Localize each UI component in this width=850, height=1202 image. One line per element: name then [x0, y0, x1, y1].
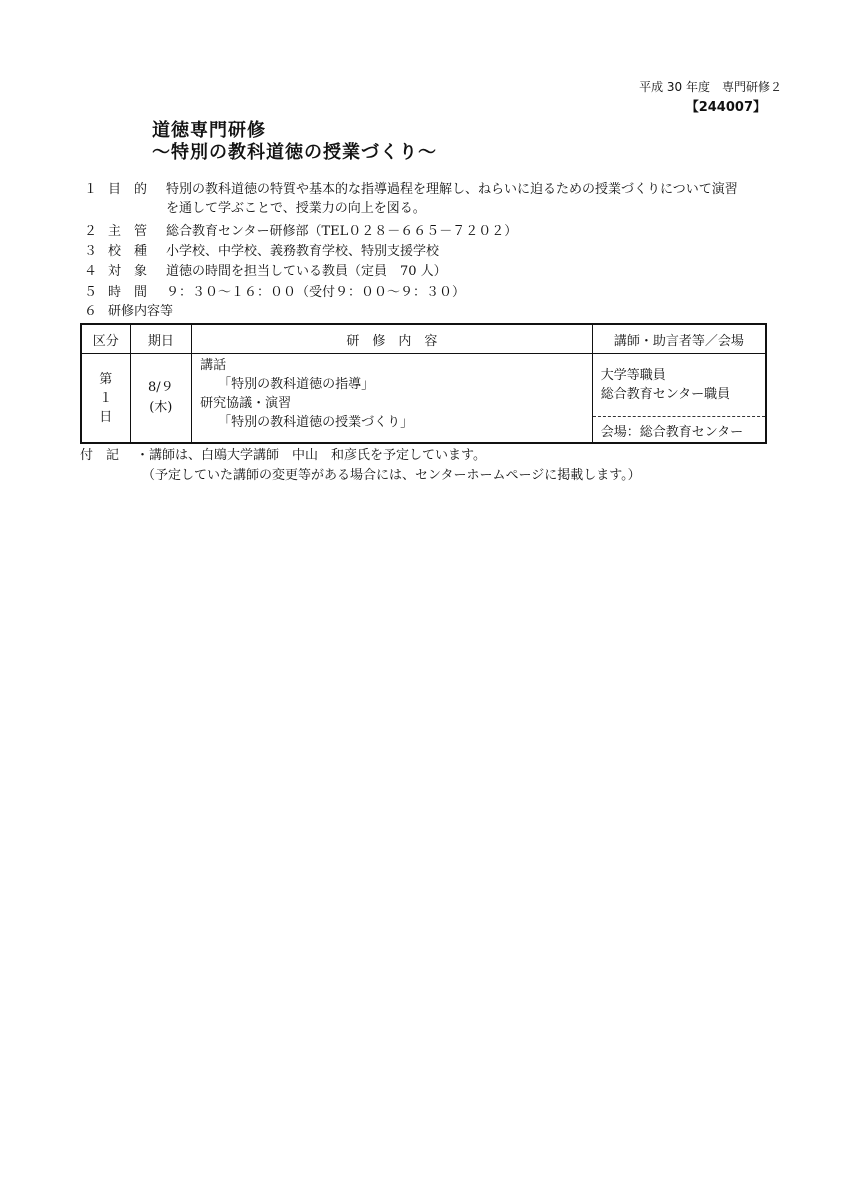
staff-name: 大学等職員: [600, 368, 666, 383]
item-number: ６: [84, 304, 98, 319]
schedule-table: [80, 323, 767, 444]
session-topic: 「特別の教科道徳の指導」: [218, 377, 375, 392]
item-value: 総合教育センター研修部（TEL０２８－６６５－７２０２）: [166, 224, 518, 239]
venue-label: 会場：総合教育センター: [593, 416, 765, 441]
item-label: 研修内容等: [108, 304, 174, 319]
item-label: 目 的: [108, 182, 148, 197]
item-number: ４: [84, 264, 98, 279]
table-row: [81, 354, 766, 444]
staff-name: 総合教育センター職員: [600, 387, 731, 402]
item-time: [84, 283, 465, 302]
item-label: 校 種: [108, 244, 148, 259]
item-purpose: [84, 180, 738, 199]
note-text: ・講師は、白鴎大学講師 中山 和彦氏を予定しています。: [136, 448, 486, 463]
item-number: １: [84, 182, 98, 197]
item-value: ９：３０～１６：００（受付９：００～９：３０）: [166, 285, 466, 300]
column-header: 講師・助言者等／会場: [592, 324, 766, 354]
item-number: ５: [84, 285, 98, 300]
column-header: 期日: [130, 324, 192, 354]
item-label: 時 間: [108, 285, 148, 300]
column-header: 区分: [81, 324, 130, 354]
note-line: [80, 446, 486, 465]
session-title: 研究協議・演習: [200, 396, 292, 411]
day-cell: 第 １ 日: [81, 354, 130, 444]
year-course-label: 平成 30 年度 専門研修２: [639, 80, 782, 94]
item-number: ２: [84, 224, 98, 239]
item-school-type: [84, 242, 439, 261]
item-value: 特別の教科道徳の特質や基本的な指導過程を理解し、ねらいに迫るための授業づくりについて演習: [166, 182, 738, 197]
item-target: [84, 262, 447, 281]
note-text-2: （予定していた講師の変更等がある場合には、センターホームページに掲載します。）: [142, 468, 641, 483]
item-value: 道徳の時間を担当している教員（定員 70 人）: [166, 264, 447, 279]
item-label: 主 管: [108, 224, 148, 239]
staff-cell: [592, 354, 766, 444]
item-contents: [84, 302, 173, 321]
date-cell: 8/９ (木): [130, 354, 192, 444]
course-code: 【244007】: [685, 100, 766, 115]
note-label: 付 記: [80, 448, 120, 463]
course-title: 道徳専門研修: [152, 120, 266, 141]
course-subtitle: ～特別の教科道徳の授業づくり～: [152, 142, 437, 163]
item-value: 小学校、中学校、義務教育学校、特別支援学校: [166, 244, 440, 259]
session-topic: 「特別の教科道徳の授業づくり」: [218, 415, 414, 430]
table-header-row: [81, 324, 766, 354]
content-cell: [192, 354, 593, 444]
column-header: 研 修 内 容: [192, 324, 593, 354]
session-title: 講話: [200, 358, 227, 373]
item-organizer: [84, 222, 517, 241]
item-number: ３: [84, 244, 98, 259]
item-label: 対 象: [108, 264, 148, 279]
item-purpose-continuation: を通して学ぶことで、授業力の向上を図る。: [166, 201, 426, 216]
